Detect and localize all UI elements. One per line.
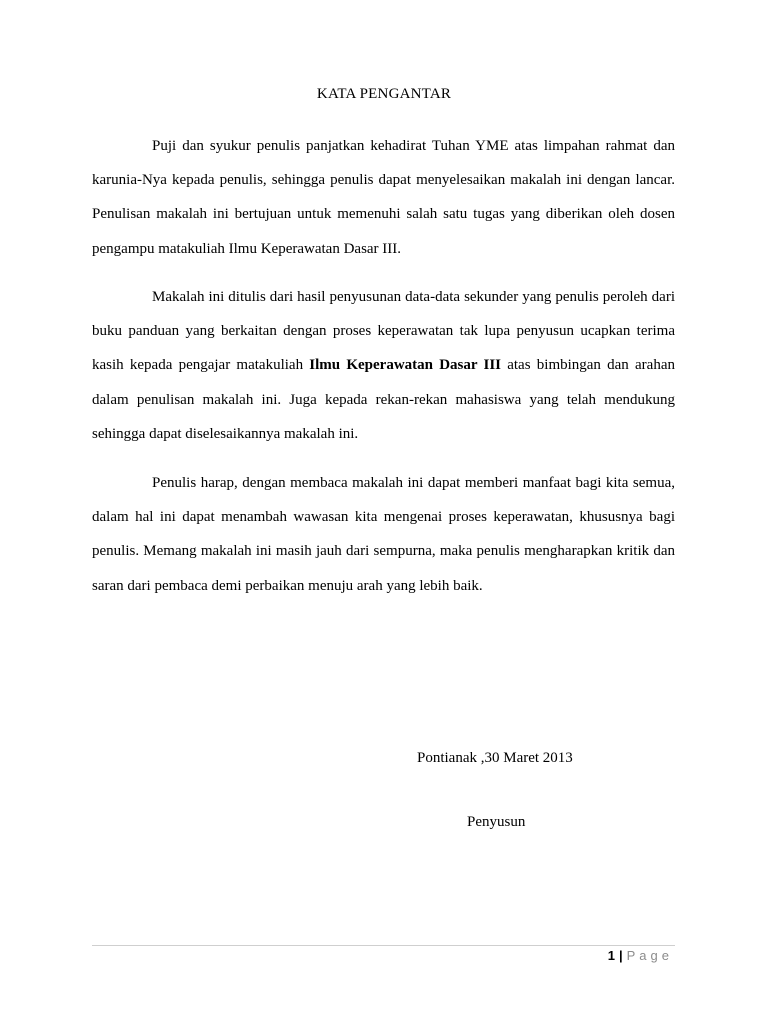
page-footer: [608, 948, 673, 963]
paragraph-2: [92, 280, 675, 451]
paragraph-2-text-after: atas bimbingan dan arahan dalam penulisan makalah ini. Juga kepada rekan-rekan mahasiswa yang telah mendukung sehingga dapat diselesaikannya makalah ini.: [92, 357, 675, 442]
page-title: KATA PENGANTAR: [316, 86, 452, 102]
page-number: 1: [607, 948, 615, 963]
course-name-bold: Ilmu Keperawatan Dasar III: [309, 357, 502, 374]
footer-divider: [92, 945, 675, 946]
page-word: Page: [626, 948, 673, 963]
paragraph-1: Puji dan syukur penulis panjatkan kehadirat Tuhan YME atas limpahan rahmat dan karunia-Nya kepada penulis, sehingga penulis dapat menyelesaikan makalah ini dengan lancar. Penulisan makalah ini bertujuan untuk memenuhi salah satu tugas yang diberikan oleh dosen pengampu matakuliah Ilmu Keperawatan Dasar III.: [92, 138, 675, 257]
place-date: Pontianak ,30 Maret 2013: [417, 750, 573, 766]
paragraph-3: Penulis harap, dengan membaca makalah ini dapat memberi manfaat bagi kita semua, dalam hal ini dapat menambah wawasan kita mengenai proses keperawatan, khususnya bagi penulis. Memang makalah ini masih jauh dari sempurna, maka penulis mengharapkan kritik dan saran dari pembaca demi perbaikan menuju arah yang lebih baik.: [92, 475, 675, 594]
paragraph-2-text-before: Makalah ini ditulis dari hasil penyusunan data-data sekunder yang penulis peroleh dari buku panduan yang berkaitan dengan proses keperawatan tak lupa penyusun ucapkan terima kasih kepada pengajar matakuliah: [92, 289, 675, 374]
signer-label: Penyusun: [467, 814, 526, 830]
footer-separator: |: [618, 948, 623, 963]
